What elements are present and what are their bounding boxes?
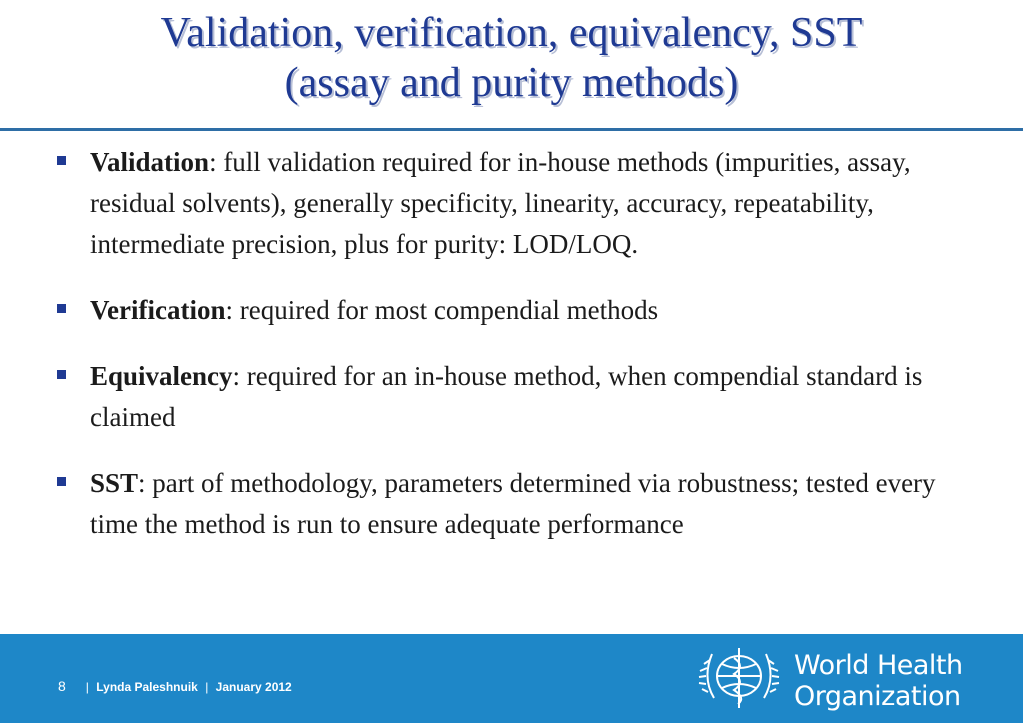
org-name-line2: Organization (794, 681, 961, 712)
bullet-sst (50, 463, 960, 545)
bullet-verification (50, 290, 960, 331)
slide-title-line2: (assay and purity methods) (284, 60, 739, 106)
author-name: Lynda Paleshnuik (96, 680, 198, 694)
bullet-term: Verification (90, 295, 226, 325)
bullet-term: Equivalency (90, 361, 233, 391)
org-name-line1: World Health (794, 650, 963, 681)
who-emblem-icon (694, 638, 784, 718)
presentation-date: January 2012 (215, 680, 292, 694)
square-bullet-icon (57, 304, 66, 313)
square-bullet-icon (57, 477, 66, 486)
square-bullet-icon (57, 156, 66, 165)
bullet-term: SST (90, 468, 139, 498)
bullet-text: : required for most compendial methods (225, 295, 659, 325)
bullet-term: Validation (90, 147, 210, 177)
page-number: 8 (58, 678, 66, 694)
org-name (794, 650, 963, 712)
square-bullet-icon (57, 370, 66, 379)
bullet-text: : part of methodology, parameters determined via robustness; tested every time the method is run to ensure adequate performance (90, 468, 936, 539)
bullet-text: : full validation required for in-house methods (impurities, assay, residual solvents), generally specificity, linearity, accuracy, repeatability, intermediate precision, plus for purity: LOD/LOQ. (90, 147, 911, 259)
slide-title-line1: Validation, verification, equivalency, SST (160, 10, 863, 56)
separator: | (85, 680, 89, 694)
who-logo (694, 638, 984, 718)
bullet-text: : required for an in-house method, when compendial standard is claimed (90, 361, 923, 432)
separator: | (205, 680, 209, 694)
bullet-validation (50, 142, 960, 265)
footer-info (58, 678, 292, 694)
footer-bar (0, 634, 1023, 723)
slide-title (0, 8, 1023, 108)
title-divider (0, 128, 1023, 131)
bullet-list (50, 142, 960, 570)
bullet-equivalency (50, 356, 960, 438)
